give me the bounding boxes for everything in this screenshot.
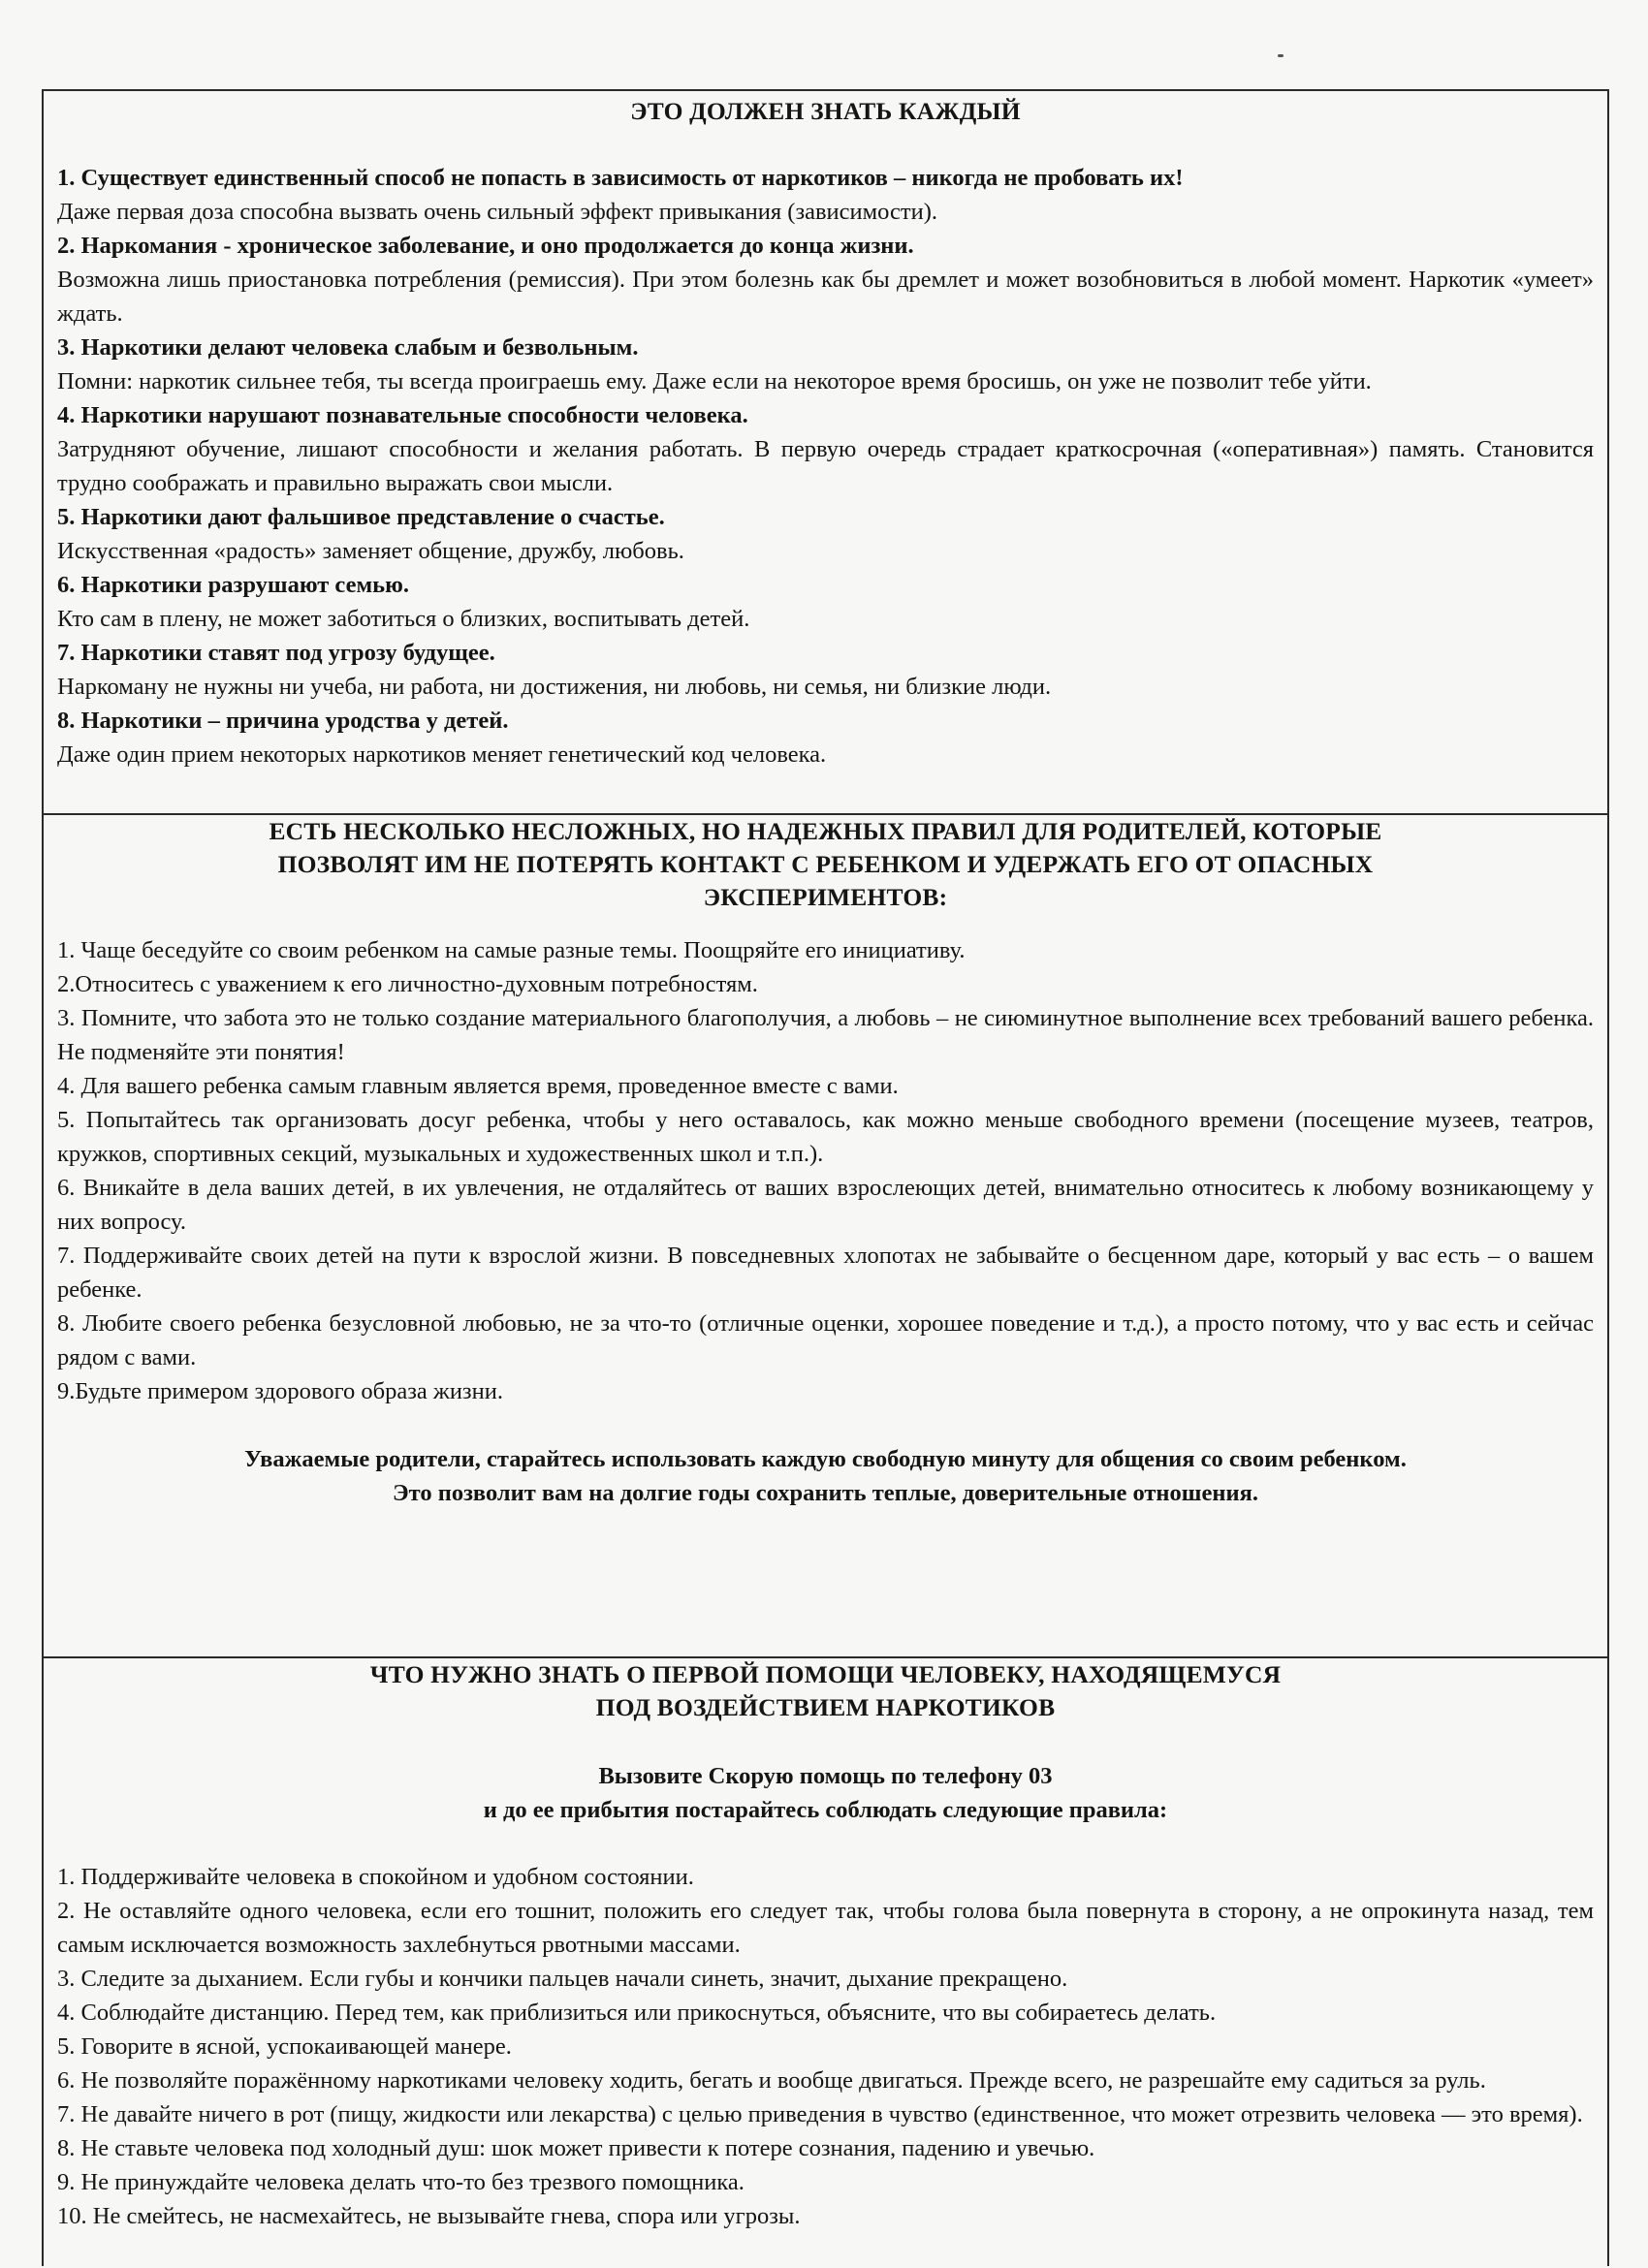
fact-heading: 1. Существует единственный способ не попасть в зависимость от наркотиков – никогда не пробовать их! [57, 165, 1184, 191]
aid-item: 3. Следите за дыханием. Если губы и кончики пальцев начали синеть, значит, дыхание прекращено. [57, 1966, 1068, 1992]
rule-item: 3. Помните, что забота это не только создание материального благополучия, а любовь – не сиюминутное выполнение всех требований вашего ребенка. Не подменяйте эти понятия! [57, 1005, 1594, 1065]
fact-text: Искусственная «радость» заменяет общение, дружбу, любовь. [57, 538, 684, 564]
section-title [57, 815, 1594, 914]
fact-heading: 6. Наркотики разрушают семью. [57, 572, 409, 598]
section-everyone-must-know [44, 91, 1607, 813]
section-title [57, 1658, 1594, 1724]
rule-item: 6. Вникайте в дела ваших детей, в их увлечения, не отдаляйтесь от ваших взрослеющих детей, внимательно относитесь к любому возникающему у них вопросу. [57, 1175, 1594, 1235]
closing-line: Это позволит вам на долгие годы сохранить теплые, доверительные отношения. [393, 1480, 1258, 1506]
fact-text: Кто сам в плену, не может заботиться о близких, воспитывать детей. [57, 606, 750, 632]
rule-item: 7. Поддерживайте своих детей на пути к взрослой жизни. В повседневных хлопотах не забывайте о бесценном даре, который у вас есть – о вашем ребенке. [57, 1243, 1594, 1303]
leaflet-frame [42, 89, 1609, 2266]
rule-item: 1. Чаще беседуйте со своим ребенком на самые разные темы. Поощряйте его инициативу. [57, 937, 966, 963]
title-line: ПОД ВОЗДЕЙСТВИЕМ НАРКОТИКОВ [595, 1693, 1056, 1721]
aid-item: 10. Не смейтесь, не насмехайтесь, не вызывайте гнева, спора или угрозы. [57, 2203, 801, 2229]
first-aid-list [57, 1860, 1594, 2233]
aid-item: 8. Не ставьте человека под холодный душ: шок может привести к потере сознания, падению и увечью. [57, 2135, 1095, 2161]
fact-text: Затрудняют обучение, лишают способности и желания работать. В первую очередь страдает краткосрочная («оперативная») память. Становится трудно соображать и правильно выражать свои мысли. [57, 436, 1594, 496]
fact-heading: 8. Наркотики – причина уродства у детей. [57, 708, 509, 734]
fact-text: Возможна лишь приостановка потребления (ремиссия). При этом болезнь как бы дремлет и может возобновиться в любой момент. Наркотик «умеет» ждать. [57, 267, 1594, 327]
section-title: ЭТО ДОЛЖЕН ЗНАТЬ КАЖДЫЙ [630, 97, 1021, 125]
fact-text: Наркоману не нужны ни учеба, ни работа, ни достижения, ни любовь, ни семья, ни близкие люди. [57, 674, 1052, 700]
rule-item: 5. Попытайтесь так организовать досуг ребенка, чтобы у него оставалось, как можно меньше свободного времени (посещение музеев, театров, кружков, спортивных секций, музыкальных и художественных школ и т.п.). [57, 1107, 1594, 1167]
rules-list [57, 933, 1594, 1408]
title-line: ПОЗВОЛЯТ ИМ НЕ ПОТЕРЯТЬ КОНТАКТ С РЕБЕНКОМ И УДЕРЖАТЬ ЕГО ОТ ОПАСНЫХ [277, 850, 1374, 878]
fact-heading: 2. Наркомания - хроническое заболевание, и оно продолжается до конца жизни. [57, 233, 914, 259]
aid-item: 5. Говорите в ясной, успокаивающей манере. [57, 2033, 512, 2060]
emergency-call [57, 1759, 1594, 1827]
aid-item: 2. Не оставляйте одного человека, если его тошнит, положить его следует так, чтобы голова была повернута в сторону, а не опрокинута назад, тем самым исключается возможность захлебнуться рвотными массами. [57, 1898, 1594, 1958]
aid-item: 9. Не принуждайте человека делать что-то без трезвого помощника. [57, 2169, 745, 2195]
fact-heading: 7. Наркотики ставят под угрозу будущее. [57, 640, 495, 666]
title-line: ЧТО НУЖНО ЗНАТЬ О ПЕРВОЙ ПОМОЩИ ЧЕЛОВЕКУ, НАХОДЯЩЕМУСЯ [369, 1660, 1282, 1688]
fact-text: Помни: наркотик сильнее тебя, ты всегда проиграешь ему. Даже если на некоторое время бросишь, он уже не позволит тебе уйти. [57, 368, 1372, 394]
rule-item: 9.Будьте примером здорового образа жизни. [57, 1378, 503, 1404]
facts-list [57, 161, 1594, 772]
aid-item: 7. Не давайте ничего в рот (пищу, жидкости или лекарства) с целью приведения в чувство (единственное, что может отрезвить человека — это время). [57, 2101, 1583, 2127]
call-line: Вызовите Скорую помощь по телефону 03 [598, 1763, 1053, 1789]
rule-item: 8. Любите своего ребенка безусловной любовью, не за что-то (отличные оценки, хорошее поведение и т.д.), а просто потому, что у вас есть и сейчас рядом с вами. [57, 1310, 1594, 1370]
aid-item: 6. Не позволяйте поражённому наркотиками человеку ходить, бегать и вообще двигаться. Прежде всего, не разрешайте ему садиться за руль. [57, 2067, 1486, 2094]
section-first-aid [44, 1656, 1607, 2268]
aid-item: 1. Поддерживайте человека в спокойном и удобном состоянии. [57, 1864, 694, 1890]
section-parents-rules [44, 813, 1607, 1656]
rule-item: 4. Для вашего ребенка самым главным является время, проведенное вместе с вами. [57, 1073, 899, 1099]
closing-appeal [57, 1442, 1594, 1510]
title-line: ЭКСПЕРИМЕНТОВ: [703, 883, 948, 911]
scan-speck [1278, 54, 1284, 57]
fact-heading: 3. Наркотики делают человека слабым и безвольным. [57, 334, 639, 361]
fact-text: Даже один прием некоторых наркотиков меняет генетический код человека. [57, 741, 827, 768]
fact-text: Даже первая доза способна вызвать очень сильный эффект привыкания (зависимости). [57, 199, 937, 225]
call-line: и до ее прибытия постарайтесь соблюдать следующие правила: [483, 1797, 1168, 1823]
fact-heading: 5. Наркотики дают фальшивое представление о счастье. [57, 504, 665, 530]
title-line: ЕСТЬ НЕСКОЛЬКО НЕСЛОЖНЫХ, НО НАДЕЖНЫХ ПРАВИЛ ДЛЯ РОДИТЕЛЕЙ, КОТОРЫЕ [269, 817, 1382, 845]
fact-heading: 4. Наркотики нарушают познавательные способности человека. [57, 402, 748, 428]
aid-item: 4. Соблюдайте дистанцию. Перед тем, как приблизиться или прикоснуться, объясните, что вы собираетесь делать. [57, 2000, 1217, 2026]
closing-line: Уважаемые родители, старайтесь использовать каждую свободную минуту для общения со своим ребенком. [244, 1446, 1407, 1472]
rule-item: 2.Относитесь с уважением к его личностно-духовным потребностям. [57, 971, 758, 997]
